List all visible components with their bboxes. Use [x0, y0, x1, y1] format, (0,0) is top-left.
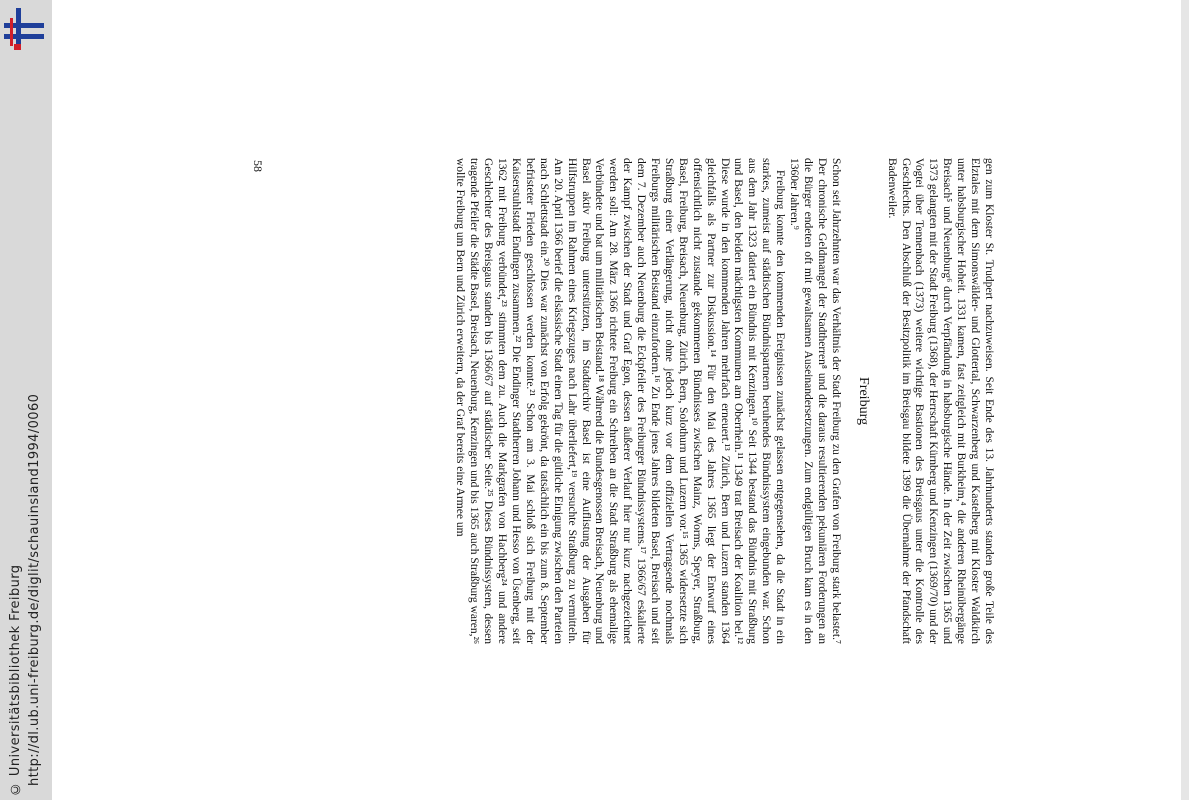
paragraph-2: Schon seit Jahrzehnten war das Verhältnis der Stadt Freiburg zu den Grafen von Freiburg stark belastet.⁷ Der chronische Geldmangel der Stadtherren⁸ und die daraus resultierenden pekuniären Forderungen an die Bürger endeten oft mit gewaltsamen Auseinandersetzungen. Zum endgültigen Bruch kam es in den 1360er Jahren.⁹ — [788, 158, 842, 644]
section-heading: Freiburg — [855, 377, 871, 425]
viewer-sidebar — [0, 0, 52, 800]
source-url[interactable]: http://dl.ub.uni-freiburg.de/diglit/schauinsland1994/0060 — [27, 393, 42, 786]
page-number: 58 — [251, 160, 265, 172]
university-library-logo-icon — [2, 6, 44, 52]
paragraph-3: Freiburg konnte den kommenden Ereignissen zunächst gelassen entgegensehen, da die Stadt in ein starkes, zumeist auf städtischen Bündnispartnern beruhendes Bündnissystem eingebunden war. Schon aus dem Jahr 1323 datiert ein Bündnis mit Kenzingen.¹⁰ Seit 1344 bestand das Bündnis mit Straßburg und Basel, den beiden mächtigsten Kommunen am Oberrhein.¹¹ 1349 trat Breisach der Koalition bei.¹² Diese wurde in den kommenden Jahren mehrfach erneuert.¹³ Zürich, Bern und Luzern standen 1364 gleichfalls als Partner zur Diskussion.¹⁴ Für den Mai des Jahres 1365 liegt der Entwurf eines offensichtlich nicht zustande gekommenen Bündnisses zwischen Mainz, Worms, Speyer, Straßburg, Basel, Freiburg, Breisach, Neuenburg, Zürich, Bern, Solothurn und Luzern vor.¹⁵ 1365 widersetzte sich Straßburg einer Verlängerung, nicht ohne jedoch kurz vor dem offiziellen Vertragsende nochmals Freiburgs militärischen Beistand einzufordern.¹⁶ Zu Ende jenes Jahres bildeten Basel, Breisach und seit dem 7. Dezember auch Neuenburg die Eckpfeiler des Freiburger Bündnissystems.¹⁷ 1366/67 eskalierte der Kampf zwischen der Stadt und Graf Egon, dessen äußerer Verlauf hier nur kurz nachgezeichnet werden soll: Am 28. März 1366 richtete Freiburg ein Schreiben an die Stadt Straßburg als ehemalige Verbündete und bat um militärischen Beistand.¹⁸ Während die Bundesgenossen Breisach, Neuenburg und Basel aktiv Freiburg unterstützten, im Stadtarchiv Basel ist eine Auflistung der Ausgaben für Hilfstruppen im Rahmen eines Kriegszuges nach Lahr überliefert,¹⁹ versuchte Straßburg zu vermitteln. Am 20. April 1366 berief die elsässische Stadt einen Tag für die gütliche Einigung zwischen den Parteien nach Schlettstadt ein.²⁰ Dies war zunächst von Erfolg gekrönt, da tatsächlich ein bis zum 8. September befristeter Frieden geschlossen werden konnte.²¹ Schon am 3. Mai schloß sich Freiburg mit der Kaiserstuhlstadt Endingen zusammen.²² Die Endinger Stadtherren Johann und Hesso von Üsenberg, seit 1362 mit Freiburg verbündet,²³ stimmten dem zu. Auch die Markgrafen von Hachberg²⁴ und andere Geschlechter des Breisgaus standen bis 1366/67 auf städtischer Seite.²⁵ Dieses Bündnissystem, dessen tragende Pfeiler die Städte Basel, Breisach, Neuenburg, Kenzingen und bis 1365 auch Straßburg waren,²⁶ wollte Freiburg um Bern und Zürich erweitern, da der Graf bereits eine Armee um — [454, 158, 787, 644]
paragraph-1: gen zum Kloster St. Trudpert nachzuweisen. Seit Ende des 13. Jahrhunderts standen große Teile des Elztales mit dem Simonswälder- und Glottertal, Schwarzenberg und Kastelberg mit Kloster Waldkirch unter habsburgischer Hoheit. 1331 kamen, fast zeitgleich mit Burkheim,⁴ die anderen Rheinübergänge Breisach⁵ und Neuenburg⁶ durch Verpfändung in habsburgische Hände. In der Zeit zwischen 1365 und 1373 gelangten mit der Stadt Freiburg (1368), der Herrschaft Kürnberg und Kenzingen (1369/70) und der Vogtei über Tennenbach (1373) weitere wichtige Bastionen des Breisgaus unter die Kontrolle des Geschlechts. Den Abschluß der Besitzpolitik im Breisgau bildete 1399 die Übernahme der Pfandschaft Badenweiler. — [885, 158, 995, 644]
scanned-page — [243, 150, 1005, 652]
page-content — [243, 150, 1005, 652]
scrollbar-track[interactable] — [1181, 0, 1189, 800]
copyright-notice: © Universitätsbibliothek Freiburg — [8, 564, 23, 796]
